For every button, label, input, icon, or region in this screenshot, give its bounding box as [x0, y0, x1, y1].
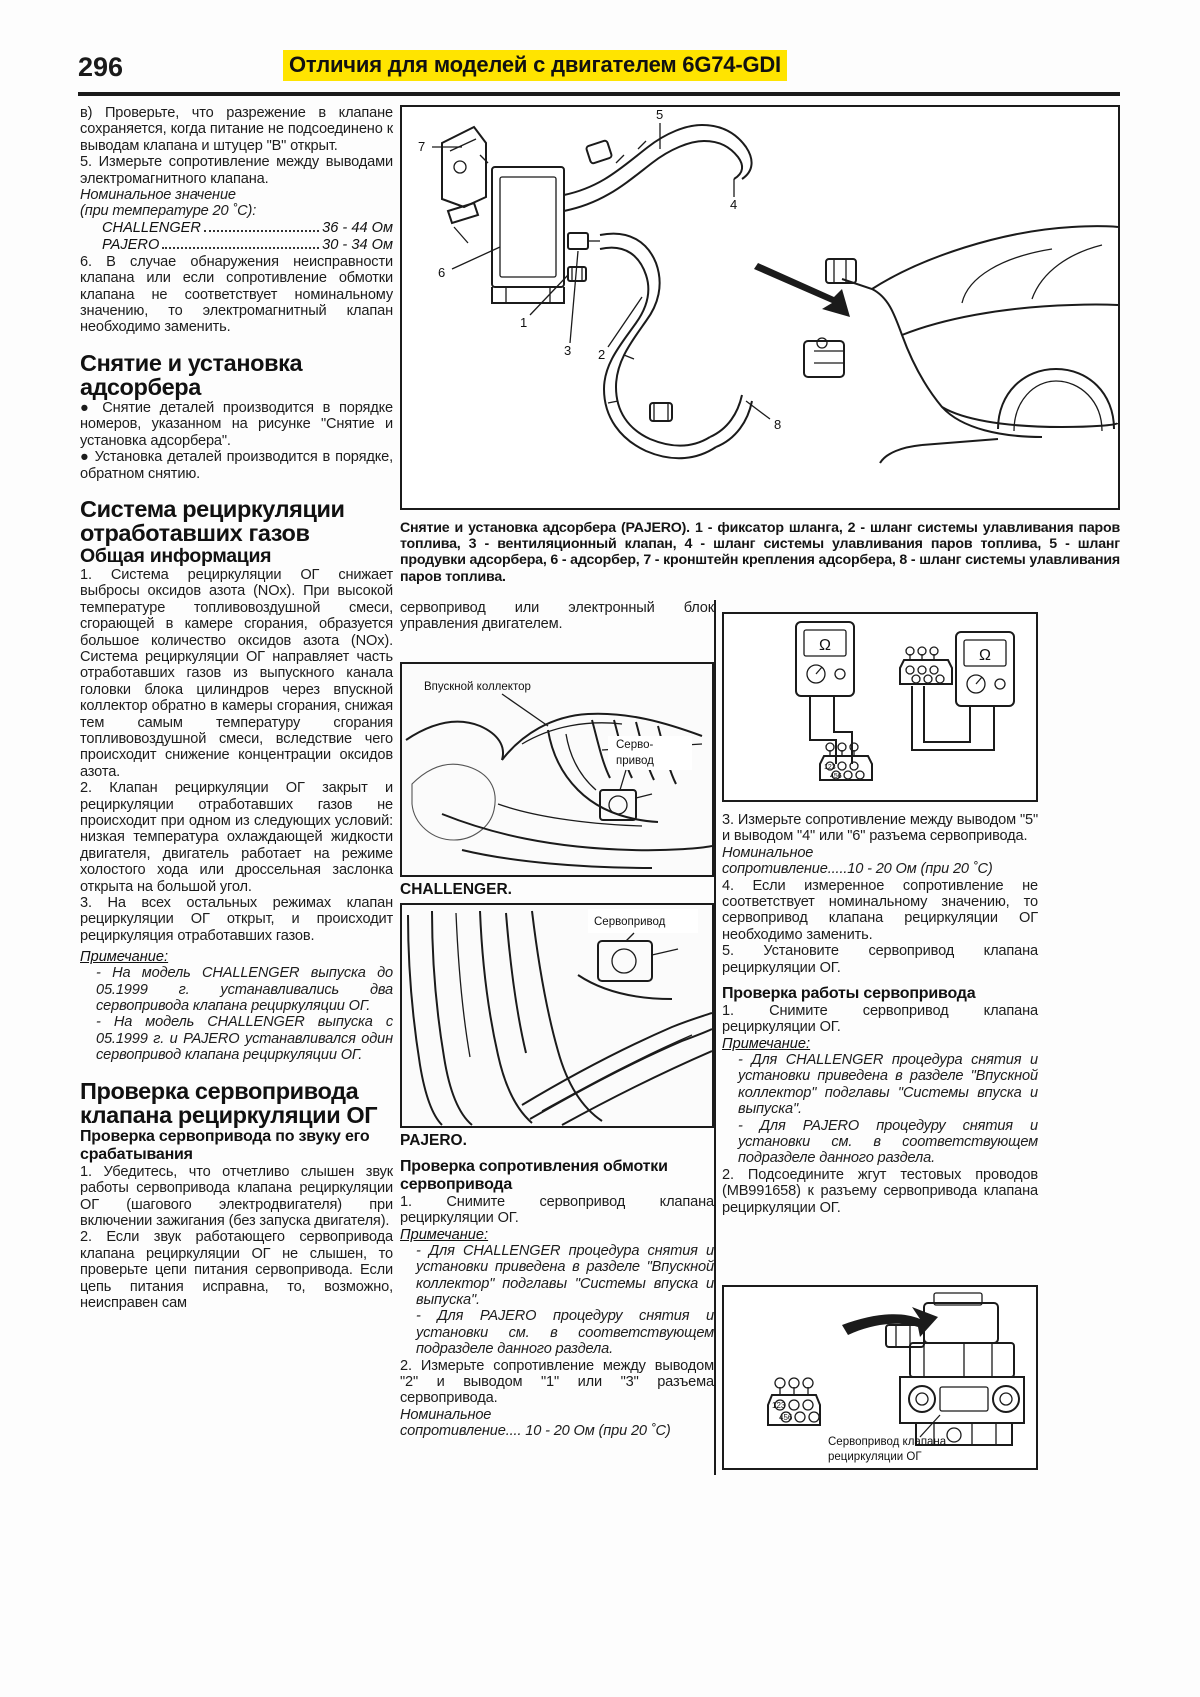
egr-paragraph-1: 1. Система рециркуляции ОГ снижает выбросы оксидов азота (NOx). При высокой температуре топливовоздушной смеси, сгорающей в камере сгорания, образуется большое количество оксидов азота (NOx). Система рециркуляции ОГ направляет часть отработавших газов из выпускного канала головки блока цилиндров через впускной коллектор обратно в камеры сгорания, снижая тем самым температуру сгорания топливовоздушной смеси, вследствие чего происходит снижение концентрации оксидов азота.: [80, 566, 393, 780]
nominal-label: Номинальное: [400, 1406, 492, 1423]
bullet-install-order: ● Установка деталей производится в порядке, обратном снятию.: [80, 449, 393, 482]
note-label: Примечание:: [400, 1226, 489, 1243]
note-item-1: - Для CHALLENGER процедура снятия и установки приведена в разделе "Впускной коллектор" подглавы "Системы впуска и выпуска".: [738, 1051, 1038, 1118]
sound-step-2: 2. Если звук работающего сервопривода клапана рециркуляции ОГ не слышен, то проверьте цепи питания сервопривода. Если цепь питания исправна, то, возможно, неисправен сам: [80, 1229, 393, 1311]
heading-check-egr-servo: Проверка сервопривода клапана рециркуляции ОГ: [80, 1077, 378, 1129]
note-item-2: - Для PAJERO процедуру снятия и установки см. в соответствующем подразделе данного раздела.: [738, 1117, 1038, 1167]
operation-step-1: 1. Снимите сервопривод клапана рециркуляции ОГ.: [722, 1003, 1038, 1036]
spec-name: CHALLENGER: [102, 219, 201, 236]
resistance-step-4: 4. Если измеренное сопротивление не соответствует номинальному значению, то сервопривод клапана рециркуляции ОГ необходимо заменить.: [722, 877, 1038, 943]
challenger-engine-drawing: [402, 664, 712, 875]
nominal-value: сопротивление.... 10 - 20 Ом (при 20 ˚С): [400, 1423, 671, 1440]
note-label: Примечание:: [80, 949, 169, 966]
note-item-1: - Для CHALLENGER процедура снятия и установки приведена в разделе "Впускной коллектор" подглавы "Системы впуска и выпуска".: [416, 1242, 714, 1309]
egr-paragraph-3: 3. На всех остальных режимах клапан рециркуляции ОГ открыт, и происходит рециркуляция отработавших газов.: [80, 895, 393, 944]
svg-text:5: 5: [656, 107, 664, 122]
figure-multimeter-connection: [722, 612, 1038, 802]
continuation-text: сервопривод или электронный блок управления двигателем.: [400, 600, 714, 633]
connector-pins-bottom: 456: [830, 773, 842, 780]
nominal-value-label: Номинальное значение: [80, 187, 236, 204]
resistance-step-2: 2. Измерьте сопротивление между выводом "2" и выводом "1" или "3" разъема сервопривода.: [400, 1357, 714, 1407]
svg-text:Сервопривод: Сервопривод: [594, 916, 666, 928]
spec-value: 36 - 44 Ом: [322, 219, 393, 236]
nominal-value: сопротивление.....10 - 20 Ом (при 20 ˚С): [722, 861, 993, 878]
middle-column-lower: [400, 1158, 714, 1440]
svg-text:6: 6: [438, 265, 446, 280]
sound-step-1: 1. Убедитесь, что отчетливо слышен звук работы сервопривода клапана рециркуляции ОГ (шагового электродвигателя) при включении зажигания (без запуска двигателя).: [80, 1163, 393, 1229]
right-column: [722, 812, 1038, 1216]
heading-check-by-sound: Проверка сервопривода по звуку его срабатывания: [80, 1127, 370, 1163]
page-header: [78, 48, 1120, 94]
nominal-temp-label: (при температуре 20 ˚С):: [80, 203, 257, 220]
svg-text:8: 8: [774, 417, 782, 432]
svg-text:7: 7: [418, 139, 426, 154]
svg-text:Ω: Ω: [979, 647, 991, 664]
svg-text:2: 2: [598, 347, 606, 362]
svg-text:4: 4: [730, 197, 738, 212]
figure-adsorber-removal: [400, 105, 1120, 510]
spec-row: [80, 237, 393, 254]
figure-challenger-intake: [400, 662, 714, 877]
paragraph-v: в) Проверьте, что разрежение в клапане сохраняется, когда питание не подсоединено к выводам клапана и штуцер "В" открыт.: [80, 105, 393, 154]
figure-pajero-label: PAJERO.: [400, 1132, 467, 1149]
page-number: 296: [78, 52, 124, 82]
nominal-label: Номинальное: [722, 844, 814, 861]
connector-pins-top: 123: [824, 764, 836, 771]
servo-label-line1: Сервопривод клапана: [828, 1436, 947, 1448]
page-title: Отличия для моделей с двигателем 6G74-GDI: [283, 50, 787, 81]
spec-leader: [162, 239, 319, 249]
paragraph-6: 6. В случае обнаружения неисправности клапана или если сопротивление обмотки клапана не соответствует номинальному значению, то электромагнитный клапан необходимо заменить.: [80, 253, 393, 336]
paragraph-5: 5. Измерьте сопротивление между выводами электромагнитного клапана.: [80, 154, 393, 187]
svg-text:456: 456: [779, 1413, 793, 1422]
svg-text:Серво-: Серво-: [616, 739, 654, 751]
heading-winding-resistance: Проверка сопротивления обмотки сервопривода: [400, 1158, 668, 1193]
note-label: Примечание:: [722, 1035, 811, 1052]
resistance-step-5: 5. Установите сервопривод клапана рециркуляции ОГ.: [722, 943, 1038, 976]
servo-label-line2: рециркуляции ОГ: [828, 1451, 922, 1463]
note-item-2: - На модель CHALLENGER выпуска с 05.1999 г. и PAJERO устанавливался один сервопривод клапана рециркуляции ОГ.: [96, 1014, 393, 1064]
column-separator-mid: [714, 600, 716, 1475]
pajero-engine-drawing: [402, 905, 712, 1126]
svg-text:3: 3: [564, 343, 572, 358]
svg-text:привод: привод: [616, 755, 654, 767]
figure-adsorber-caption: Снятие и установка адсорбера (PAJERO). 1 - фиксатор шланга, 2 - шланг системы улавливания паров топлива, 3 - вентиляционный клапан, 4 - шланг системы улавливания паров топлива, 5 - шланг продувки адсорбера, 6 - адсорбер, 7 - кронштейн крепления адсорбера, 8 - шланг системы улавливания паров топлива.: [400, 520, 1120, 585]
multimeter-diagram: [724, 614, 1036, 800]
resistance-step-1: 1. Снимите сервопривод клапана рециркуляции ОГ.: [400, 1194, 714, 1227]
heading-servo-operation-check: Проверка работы сервопривода: [722, 985, 976, 1003]
heading-general-info: Общая информация: [80, 544, 272, 567]
spec-leader: [204, 222, 319, 232]
note-item-2: - Для PAJERO процедуру снятия и установки см. в соответствующем подразделе данного раздела.: [416, 1308, 714, 1358]
bullet-removal-order: ● Снятие деталей производится в порядке номеров, указанном на рисунке "Снятие и установка адсорбера".: [80, 399, 393, 449]
spec-name: PAJERO: [102, 236, 160, 253]
svg-text:1: 1: [520, 315, 528, 330]
heading-adsorber-removal: Снятие и установка адсорбера: [80, 349, 303, 401]
header-divider: [78, 92, 1120, 96]
svg-text:Впускной коллектор: Впускной коллектор: [424, 681, 531, 693]
svg-text:123: 123: [772, 1401, 786, 1410]
spec-row: [80, 220, 393, 237]
left-column: [80, 105, 393, 1311]
svg-text:Ω: Ω: [819, 637, 831, 654]
adsorber-diagram: [402, 107, 1118, 508]
egr-paragraph-2: 2. Клапан рециркуляции ОГ закрыт и рециркуляции отработавших газов не происходит при одном из следующих условий: низкая температура охлаждающей жидкости двигателя, двигатель работает на режиме холостого хода или дроссельная заслонка открыта на большой угол.: [80, 780, 393, 895]
figure-egr-servo: [722, 1285, 1038, 1470]
header-title-wrap: [283, 50, 787, 81]
figure-challenger-label: CHALLENGER.: [400, 881, 512, 898]
operation-step-2: 2. Подсоедините жгут тестовых проводов (MB991658) к разъему сервопривода клапана рециркуляции ОГ.: [722, 1166, 1038, 1216]
resistance-step-3: 3. Измерьте сопротивление между выводом "5" и выводом "4" или "6" разъема сервопривода.: [722, 812, 1038, 845]
note-item-1: - На модель CHALLENGER выпуска до 05.1999 г. устанавливались два сервопривода клапана рециркуляции ОГ.: [96, 965, 393, 1015]
spec-value: 30 - 34 Ом: [322, 236, 393, 253]
middle-column: [400, 600, 714, 633]
egr-servo-drawing: [724, 1287, 1036, 1468]
heading-egr-system: Система рециркуляции отработавших газов: [80, 495, 345, 547]
figure-pajero-intake: [400, 903, 714, 1128]
